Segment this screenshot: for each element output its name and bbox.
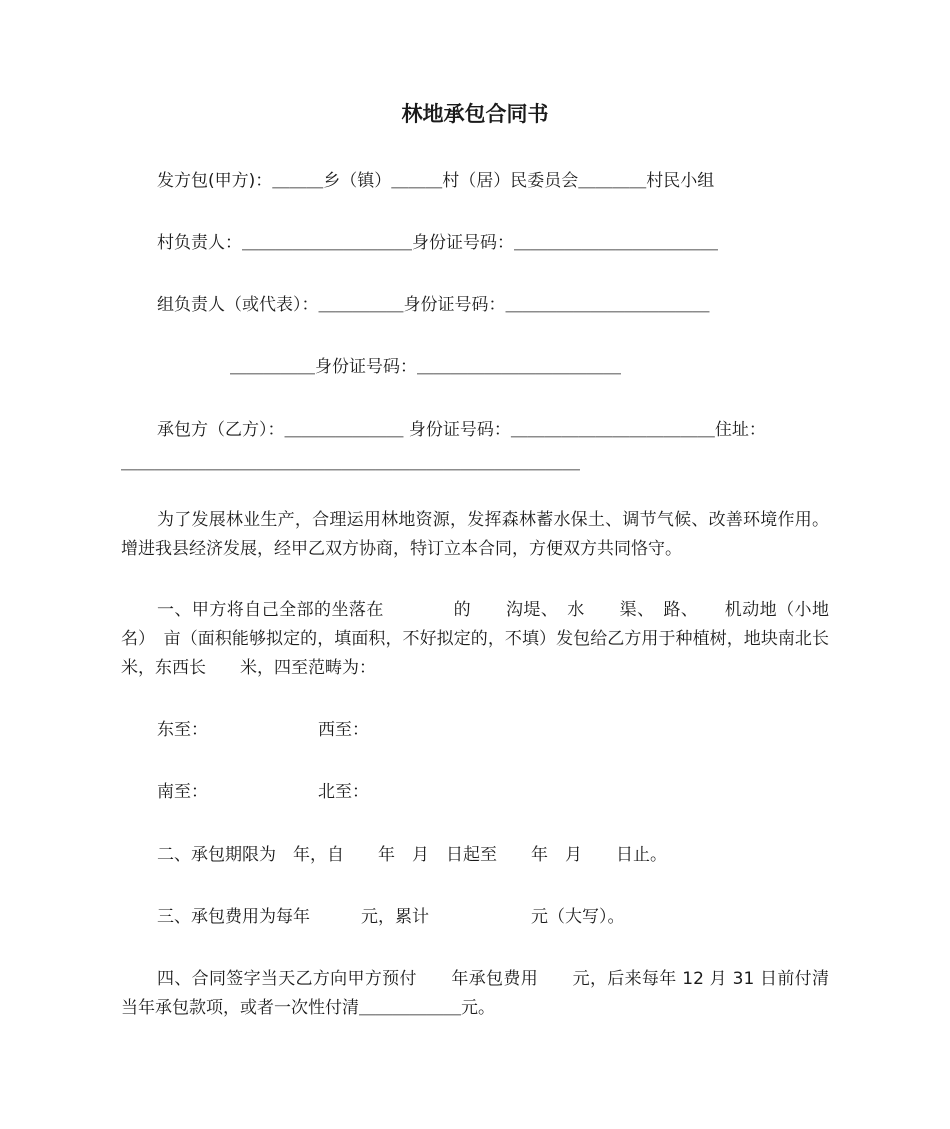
page-title: 林地承包合同书 — [401, 102, 549, 126]
preamble-paragraph: 为了发展林业生产，合理运用林地资源，发挥森林蓄水保土、调节气候、改善环境作用。增进我县经济发展，经甲乙双方协商，特订立本合同，方便双方共同恪守。 — [121, 510, 829, 559]
east-boundary-label: 东至： — [157, 720, 208, 740]
party-b-address-line: ＿＿＿＿＿＿＿＿＿＿＿＿＿＿＿＿＿＿＿＿＿＿＿＿＿＿＿ — [121, 453, 580, 473]
party-b-line: 承包方（乙方）：＿＿＿＿＿＿＿ 身份证号码：＿＿＿＿＿＿＿＿＿＿＿＿住址： — [157, 420, 766, 440]
clause-3-line: 三、承包费用为每年 元，累计 元（大写）。 — [157, 907, 625, 927]
clause-4-paragraph: 四、合同签字当天乙方向甲方预付 年承包费用 元，后来每年 12 月 31 日前付清当年承包款项，或者一次性付清＿＿＿＿＿＿元。 — [121, 969, 829, 1018]
village-head-line: 村负责人：＿＿＿＿＿＿＿＿＿＿身份证号码：＿＿＿＿＿＿＿＿＿＿＿＿ — [157, 233, 718, 253]
clause-1-paragraph: 一、甲方将自己全部的坐落在 的 沟堤、 水 渠、 路、 机动地（小地名） 亩（面积能够拟定的，填面积，不好拟定的，不填）发包给乙方用于种植树，地块南北长 米，东西长 米，四至范畴为： — [121, 600, 863, 678]
west-boundary-label: 西至： — [318, 720, 369, 740]
south-boundary-label: 南至： — [157, 782, 208, 802]
group-head-line: 组负责人（或代表）：＿＿＿＿＿身份证号码：＿＿＿＿＿＿＿＿＿＿＿＿ — [157, 295, 710, 315]
clause-2-line: 二、承包期限为 年，自 年 月 日起至 年 月 日止。 — [157, 845, 667, 865]
north-boundary-label: 北至： — [318, 782, 369, 802]
extra-representative-line: ＿＿＿＿＿身份证号码：＿＿＿＿＿＿＿＿＿＿＿＿ — [230, 357, 621, 377]
party-a-line: 发方包(甲方)：＿＿＿乡（镇）＿＿＿村（居）民委员会＿＿＿＿村民小组 — [157, 171, 715, 191]
